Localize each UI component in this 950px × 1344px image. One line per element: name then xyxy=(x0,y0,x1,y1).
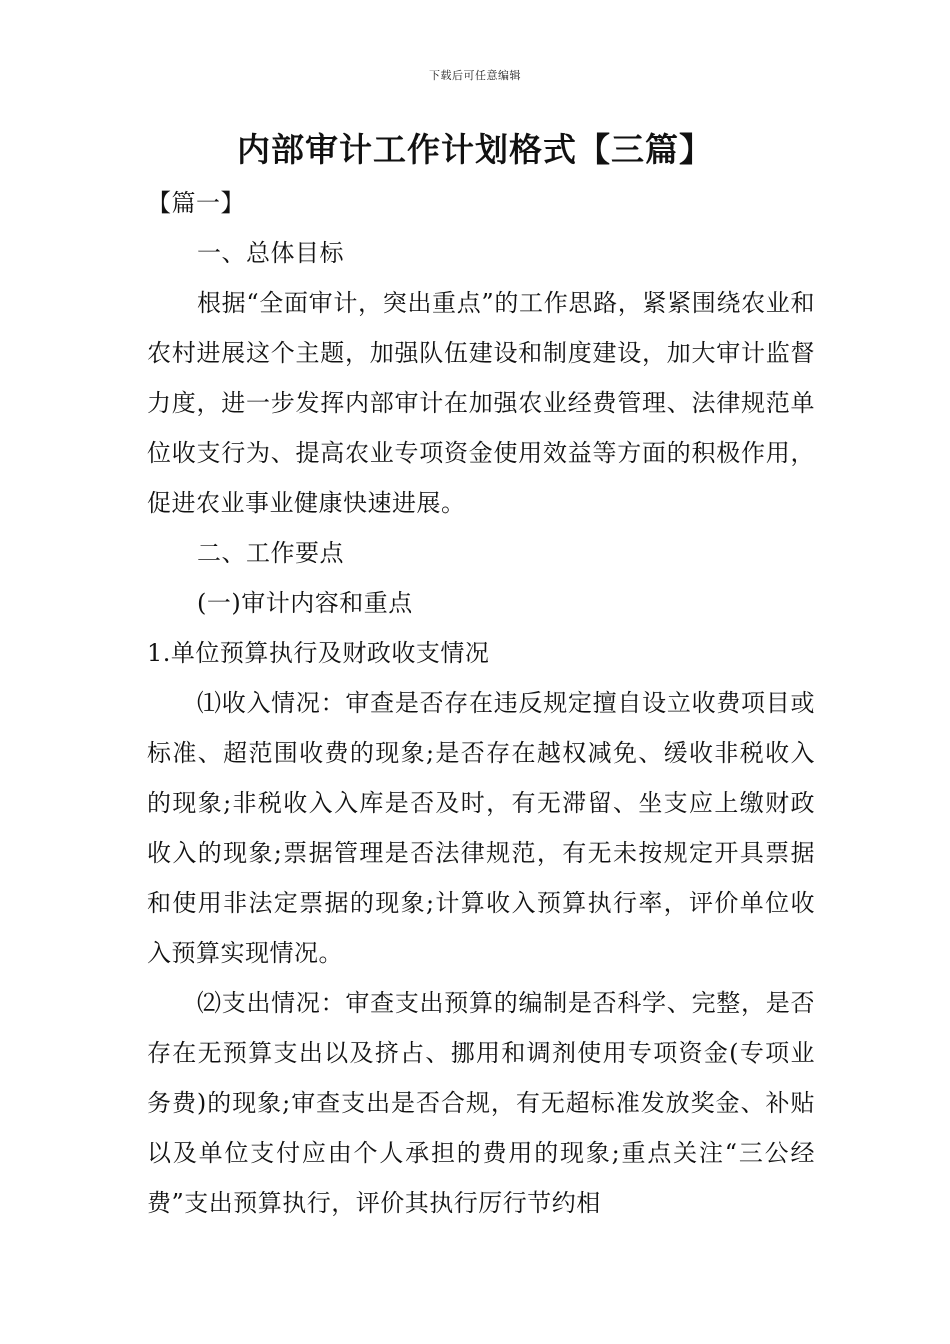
header-note: 下载后可任意编辑 xyxy=(429,69,521,82)
document-body xyxy=(147,178,815,1228)
item-budget-execution: 1.单位预算执行及财政收支情况 xyxy=(147,639,490,667)
heading-overall-goal: 一、总体目标 xyxy=(197,239,344,267)
paragraph-expenditure: ⑵支出情况：审查支出预算的编制是否科学、完整，是否存在无预算支出以及挤占、挪用和调剂使用专项资金(专项业务费)的现象;审查支出是否合规，有无超标准发放奖金、补贴以及单位支付应由个人承担的费用的现象;重点关注“三公经费”支出预算执行，评价其执行厉行节约相 xyxy=(147,989,815,1217)
document-title: 内部审计工作计划格式【三篇】 xyxy=(237,130,713,169)
subheading-audit-content: (一)审计内容和重点 xyxy=(197,589,413,617)
section-heading-part-one: 【篇一】 xyxy=(147,189,245,217)
paragraph-income: ⑴收入情况：审查是否存在违反规定擅自设立收费项目或标准、超范围收费的现象;是否存在越权减免、缓收非税收入的现象;非税收入入库是否及时，有无滞留、坐支应上缴财政收入的现象;票据管理是否法律规范，有无未按规定开具票据和使用非法定票据的现象;计算收入预算执行率，评价单位收入预算实现情况。 xyxy=(147,689,815,967)
paragraph-overall-goal: 根据“全面审计，突出重点”的工作思路，紧紧围绕农业和农村进展这个主题，加强队伍建设和制度建设，加大审计监督力度，进一步发挥内部审计在加强农业经费管理、法律规范单位收支行为、提高农业专项资金使用效益等方面的积极作用，促进农业事业健康快速进展。 xyxy=(147,289,815,517)
heading-work-points: 二、工作要点 xyxy=(197,539,344,567)
